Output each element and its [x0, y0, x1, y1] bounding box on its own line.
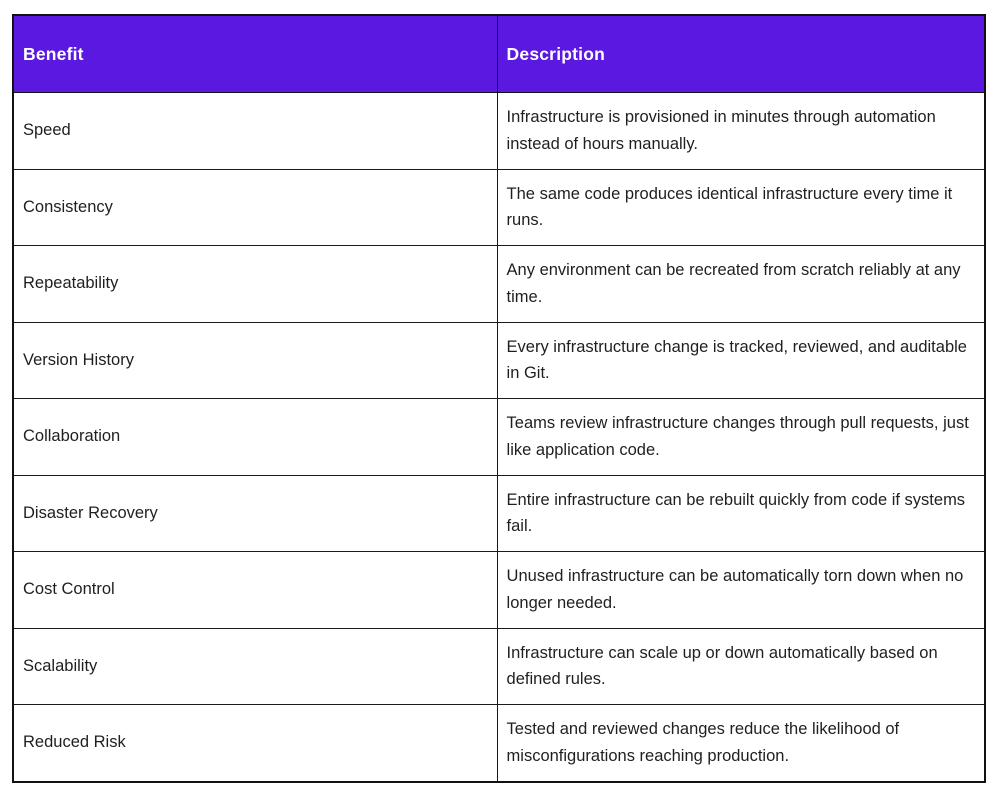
- table-row: [13, 169, 985, 246]
- table-row: [13, 628, 985, 705]
- benefit-cell: Repeatability: [13, 246, 497, 323]
- description-cell: Any environment can be recreated from scratch reliably at any time.: [497, 246, 985, 323]
- column-header-description: Description: [497, 15, 985, 93]
- description-cell: Every infrastructure change is tracked, reviewed, and auditable in Git.: [497, 322, 985, 399]
- benefit-cell: Version History: [13, 322, 497, 399]
- description-cell: Infrastructure is provisioned in minutes through automation instead of hours manually.: [497, 93, 985, 170]
- header-row: [13, 15, 985, 93]
- description-cell: Unused infrastructure can be automatically torn down when no longer needed.: [497, 552, 985, 629]
- column-header-benefit: Benefit: [13, 15, 497, 93]
- table-row: [13, 93, 985, 170]
- table-row: [13, 552, 985, 629]
- table-header: [13, 15, 985, 93]
- description-cell: Teams review infrastructure changes through pull requests, just like application code.: [497, 399, 985, 476]
- description-cell: Tested and reviewed changes reduce the likelihood of misconfigurations reaching production.: [497, 705, 985, 782]
- benefit-cell: Scalability: [13, 628, 497, 705]
- table-row: [13, 246, 985, 323]
- benefit-cell: Cost Control: [13, 552, 497, 629]
- benefit-cell: Consistency: [13, 169, 497, 246]
- table-row: [13, 399, 985, 476]
- benefit-cell: Speed: [13, 93, 497, 170]
- table-body: [13, 93, 985, 782]
- benefit-cell: Disaster Recovery: [13, 475, 497, 552]
- table-row: [13, 475, 985, 552]
- description-cell: Infrastructure can scale up or down automatically based on defined rules.: [497, 628, 985, 705]
- table-row: [13, 322, 985, 399]
- benefit-cell: Reduced Risk: [13, 705, 497, 782]
- benefit-cell: Collaboration: [13, 399, 497, 476]
- benefits-table: [12, 14, 986, 783]
- description-cell: Entire infrastructure can be rebuilt quickly from code if systems fail.: [497, 475, 985, 552]
- description-cell: The same code produces identical infrastructure every time it runs.: [497, 169, 985, 246]
- table-row: [13, 705, 985, 782]
